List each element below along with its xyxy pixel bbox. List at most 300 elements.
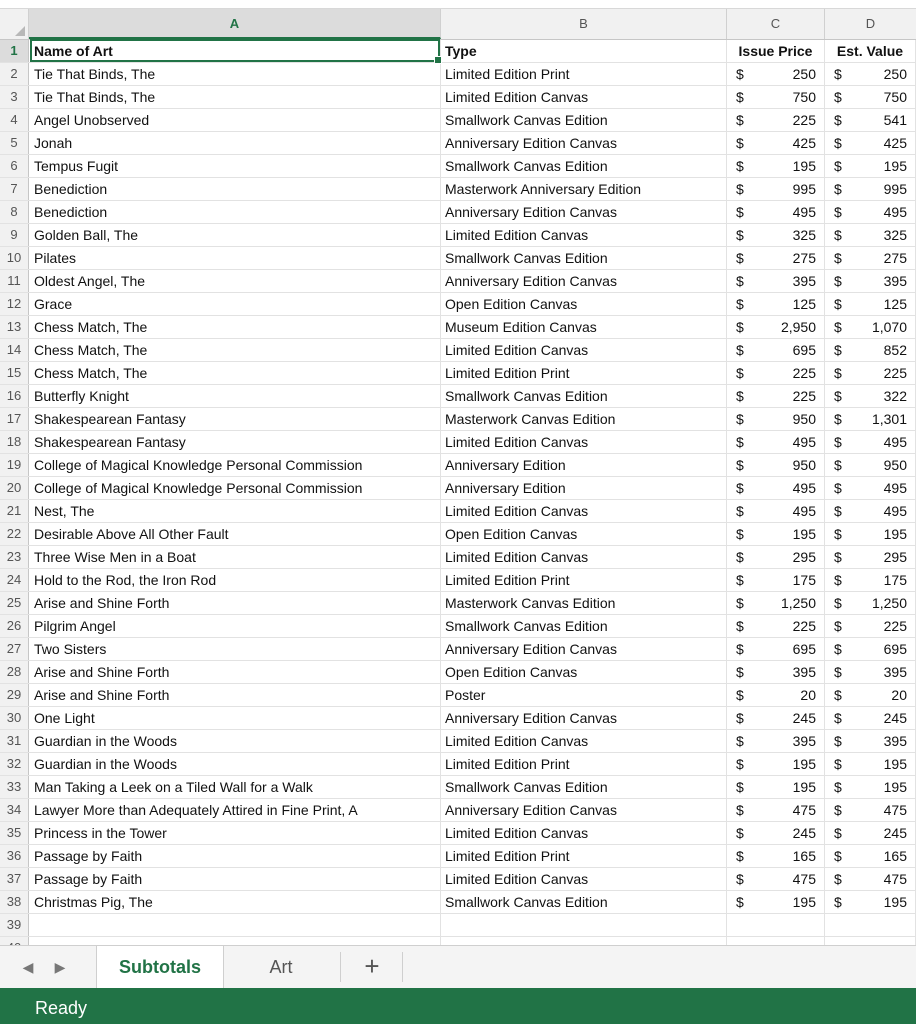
cell-name-of-art[interactable]: Oldest Angel, The bbox=[29, 270, 441, 292]
cell-est-value[interactable] bbox=[825, 592, 916, 614]
cell-name-of-art[interactable]: Chess Match, The bbox=[29, 316, 441, 338]
cell-type[interactable]: Limited Edition Print bbox=[441, 845, 727, 867]
row-number[interactable]: 23 bbox=[0, 546, 29, 568]
cell-type[interactable]: Anniversary Edition Canvas bbox=[441, 799, 727, 821]
cell-type[interactable]: Limited Edition Print bbox=[441, 362, 727, 384]
currency-symbol: $ bbox=[834, 595, 842, 611]
cell-est-value[interactable] bbox=[825, 201, 916, 223]
cell-est-value[interactable] bbox=[825, 362, 916, 384]
cell-empty[interactable] bbox=[825, 914, 916, 936]
currency-symbol: $ bbox=[736, 549, 744, 565]
row-number[interactable]: 4 bbox=[0, 109, 29, 131]
cell-est-value[interactable] bbox=[825, 753, 916, 775]
cell-amount: 195 bbox=[883, 526, 907, 542]
cell-type[interactable]: Smallwork Canvas Edition bbox=[441, 615, 727, 637]
cell-amount: 495 bbox=[792, 503, 816, 519]
cell-issue-price[interactable] bbox=[727, 546, 825, 568]
cell-est-value[interactable] bbox=[825, 661, 916, 683]
row-number[interactable]: 9 bbox=[0, 224, 29, 246]
cell-amount: 275 bbox=[792, 250, 816, 266]
cell-name-of-art[interactable]: Lawyer More than Adequately Attired in Fine Print, A bbox=[29, 799, 441, 821]
cell-type[interactable]: Anniversary Edition Canvas bbox=[441, 132, 727, 154]
cell-type[interactable]: Smallwork Canvas Edition bbox=[441, 891, 727, 913]
cell-issue-price[interactable] bbox=[727, 270, 825, 292]
cell-type[interactable]: Masterwork Anniversary Edition bbox=[441, 178, 727, 200]
cell-name-of-art[interactable]: Man Taking a Leek on a Tiled Wall for a Walk bbox=[29, 776, 441, 798]
cell-est-value[interactable] bbox=[825, 408, 916, 430]
cell-est-value[interactable] bbox=[825, 63, 916, 85]
table-row bbox=[0, 385, 916, 408]
column-header-d[interactable]: D bbox=[865, 16, 876, 31]
cell-name-of-art[interactable]: Pilates bbox=[29, 247, 441, 269]
cell-name-of-art[interactable]: Tie That Binds, The bbox=[29, 86, 441, 108]
cell-type[interactable]: Anniversary Edition Canvas bbox=[441, 638, 727, 660]
row-number[interactable]: 18 bbox=[0, 431, 29, 453]
cell-issue-price[interactable] bbox=[727, 500, 825, 522]
cell-type[interactable]: Poster bbox=[441, 684, 727, 706]
row-number[interactable]: 5 bbox=[0, 132, 29, 154]
table-row bbox=[0, 730, 916, 753]
row-number[interactable]: 38 bbox=[0, 891, 29, 913]
currency-symbol: $ bbox=[834, 250, 842, 266]
cell-name-of-art[interactable]: One Light bbox=[29, 707, 441, 729]
currency-symbol: $ bbox=[834, 66, 842, 82]
row-number[interactable]: 10 bbox=[0, 247, 29, 269]
cell-amount: 950 bbox=[883, 457, 907, 473]
cell-amount: 295 bbox=[883, 549, 907, 565]
cell-est-value[interactable] bbox=[825, 385, 916, 407]
cell-name-of-art[interactable]: Desirable Above All Other Fault bbox=[29, 523, 441, 545]
cell-issue-price-header[interactable]: Issue Price bbox=[727, 40, 825, 62]
table-row bbox=[0, 109, 916, 132]
tab-separator bbox=[402, 952, 403, 982]
cell-name-of-art[interactable]: Pilgrim Angel bbox=[29, 615, 441, 637]
cell-issue-price[interactable] bbox=[727, 661, 825, 683]
cell-est-value[interactable] bbox=[825, 684, 916, 706]
cell-type[interactable]: Masterwork Canvas Edition bbox=[441, 592, 727, 614]
cell-issue-price[interactable] bbox=[727, 523, 825, 545]
row-number[interactable]: 11 bbox=[0, 270, 29, 292]
row-number[interactable]: 28 bbox=[0, 661, 29, 683]
column-header-c[interactable]: C bbox=[727, 9, 825, 39]
row-number[interactable]: 14 bbox=[0, 339, 29, 361]
cell-name-of-art[interactable]: Tempus Fugit bbox=[29, 155, 441, 177]
row-number[interactable]: 22 bbox=[0, 523, 29, 545]
cell-issue-price[interactable] bbox=[727, 730, 825, 752]
row-number[interactable]: 37 bbox=[0, 868, 29, 890]
cell-amount: 225 bbox=[883, 618, 907, 634]
cell-amount: 695 bbox=[792, 342, 816, 358]
cell-type[interactable]: Anniversary Edition bbox=[441, 454, 727, 476]
cell-issue-price[interactable] bbox=[727, 178, 825, 200]
cell-est-value[interactable] bbox=[825, 546, 916, 568]
cell-issue-price[interactable] bbox=[727, 592, 825, 614]
cell-est-value[interactable] bbox=[825, 707, 916, 729]
cell-amount: 750 bbox=[883, 89, 907, 105]
cell-issue-price[interactable] bbox=[727, 822, 825, 844]
cell-empty[interactable] bbox=[727, 914, 825, 936]
cell-issue-price[interactable] bbox=[727, 569, 825, 591]
table-row bbox=[0, 592, 916, 615]
cell-name-of-art[interactable]: Golden Ball, The bbox=[29, 224, 441, 246]
cell-name-of-art[interactable]: Passage by Faith bbox=[29, 845, 441, 867]
currency-symbol: $ bbox=[834, 802, 842, 818]
cell-type[interactable]: Open Edition Canvas bbox=[441, 523, 727, 545]
row-number[interactable]: 32 bbox=[0, 753, 29, 775]
cell-type[interactable]: Smallwork Canvas Edition bbox=[441, 385, 727, 407]
cell-name-of-art[interactable]: Nest, The bbox=[29, 500, 441, 522]
cell-est-value[interactable] bbox=[825, 454, 916, 476]
currency-symbol: $ bbox=[736, 779, 744, 795]
cell-issue-price[interactable] bbox=[727, 615, 825, 637]
row-number[interactable]: 13 bbox=[0, 316, 29, 338]
cell-name-of-art[interactable]: Christmas Pig, The bbox=[29, 891, 441, 913]
cell-issue-price[interactable] bbox=[727, 86, 825, 108]
row-number[interactable]: 7 bbox=[0, 178, 29, 200]
cell-amount: 225 bbox=[883, 365, 907, 381]
table-row bbox=[0, 914, 916, 937]
cell-type[interactable]: Limited Edition Print bbox=[441, 569, 727, 591]
table-row bbox=[0, 845, 916, 868]
cell-est-value[interactable] bbox=[825, 638, 916, 660]
cell-empty[interactable] bbox=[29, 914, 441, 936]
status-bar bbox=[0, 988, 916, 1024]
cell-est-value[interactable] bbox=[825, 339, 916, 361]
row-number[interactable]: 1 bbox=[0, 40, 29, 62]
cell-est-value[interactable] bbox=[825, 845, 916, 867]
currency-symbol: $ bbox=[834, 480, 842, 496]
currency-symbol: $ bbox=[834, 181, 842, 197]
cell-amount: 495 bbox=[883, 503, 907, 519]
cell-issue-price[interactable] bbox=[727, 224, 825, 246]
table-row bbox=[0, 868, 916, 891]
cell-amount: 950 bbox=[792, 411, 816, 427]
cell-amount: 225 bbox=[792, 388, 816, 404]
cell-type[interactable]: Anniversary Edition bbox=[441, 477, 727, 499]
cell-est-value[interactable] bbox=[825, 799, 916, 821]
cell-name-of-art[interactable]: Chess Match, The bbox=[29, 339, 441, 361]
cell-issue-price[interactable] bbox=[727, 339, 825, 361]
cell-est-value[interactable] bbox=[825, 86, 916, 108]
cell-est-value[interactable] bbox=[825, 500, 916, 522]
currency-symbol: $ bbox=[834, 457, 842, 473]
cell-name-of-art[interactable]: Butterfly Knight bbox=[29, 385, 441, 407]
table-row bbox=[0, 247, 916, 270]
cell-amount: 750 bbox=[792, 89, 816, 105]
currency-symbol: $ bbox=[834, 756, 842, 772]
cell-est-value[interactable] bbox=[825, 431, 916, 453]
cell-issue-price[interactable] bbox=[727, 707, 825, 729]
cell-name-of-art[interactable]: Chess Match, The bbox=[29, 362, 441, 384]
cell-issue-price[interactable] bbox=[727, 638, 825, 660]
table-row bbox=[0, 270, 916, 293]
prev-sheet-icon[interactable]: ◀ bbox=[22, 959, 34, 975]
cell-amount: 195 bbox=[883, 779, 907, 795]
cell-est-value[interactable] bbox=[825, 615, 916, 637]
cell-amount: 395 bbox=[792, 273, 816, 289]
cell-amount: 250 bbox=[792, 66, 816, 82]
row-number[interactable]: 31 bbox=[0, 730, 29, 752]
cell-amount: 195 bbox=[792, 894, 816, 910]
cell-est-value[interactable] bbox=[825, 132, 916, 154]
cell-name-of-art[interactable]: Princess in the Tower bbox=[29, 822, 441, 844]
cell-amount: 245 bbox=[883, 710, 907, 726]
row-number[interactable]: 34 bbox=[0, 799, 29, 821]
currency-symbol: $ bbox=[736, 365, 744, 381]
cell-type[interactable]: Smallwork Canvas Edition bbox=[441, 155, 727, 177]
cell-est-value[interactable] bbox=[825, 178, 916, 200]
cell-type[interactable]: Smallwork Canvas Edition bbox=[441, 776, 727, 798]
cell-type[interactable]: Anniversary Edition Canvas bbox=[441, 707, 727, 729]
table-row bbox=[0, 799, 916, 822]
row-number[interactable]: 2 bbox=[0, 63, 29, 85]
cell-est-value[interactable] bbox=[825, 730, 916, 752]
currency-symbol: $ bbox=[736, 181, 744, 197]
cell-issue-price[interactable] bbox=[727, 776, 825, 798]
row-number[interactable]: 16 bbox=[0, 385, 29, 407]
cell-name-of-art[interactable]: Arise and Shine Forth bbox=[29, 661, 441, 683]
cell-issue-price[interactable] bbox=[727, 753, 825, 775]
cell-issue-price[interactable] bbox=[727, 293, 825, 315]
cell-amount: 995 bbox=[792, 181, 816, 197]
cell-est-value[interactable] bbox=[825, 224, 916, 246]
row-number[interactable]: 6 bbox=[0, 155, 29, 177]
cell-est-value[interactable] bbox=[825, 270, 916, 292]
row-number[interactable]: 20 bbox=[0, 477, 29, 499]
column-header-a[interactable]: A bbox=[29, 9, 441, 39]
add-sheet-button[interactable]: + bbox=[364, 951, 380, 981]
cell-name-of-art[interactable]: Angel Unobserved bbox=[29, 109, 441, 131]
table-row bbox=[0, 339, 916, 362]
cell-amount: 195 bbox=[792, 526, 816, 542]
currency-symbol: $ bbox=[834, 894, 842, 910]
cell-issue-price[interactable] bbox=[727, 109, 825, 131]
row-number[interactable]: 19 bbox=[0, 454, 29, 476]
cell-est-value[interactable] bbox=[825, 293, 916, 315]
cell-type[interactable]: Open Edition Canvas bbox=[441, 293, 727, 315]
cell-est-value[interactable] bbox=[825, 247, 916, 269]
currency-symbol: $ bbox=[834, 112, 842, 128]
select-all-corner[interactable] bbox=[0, 9, 29, 39]
cell-est-value[interactable] bbox=[825, 822, 916, 844]
currency-symbol: $ bbox=[736, 687, 744, 703]
cell-name-of-art[interactable]: Passage by Faith bbox=[29, 868, 441, 890]
row-number[interactable]: 17 bbox=[0, 408, 29, 430]
cell-amount: 541 bbox=[883, 112, 907, 128]
currency-symbol: $ bbox=[736, 457, 744, 473]
cell-type[interactable]: Smallwork Canvas Edition bbox=[441, 247, 727, 269]
cell-amount: 195 bbox=[792, 779, 816, 795]
cell-amount: 395 bbox=[883, 664, 907, 680]
cell-est-value[interactable] bbox=[825, 316, 916, 338]
cell-name-of-art[interactable]: Shakespearean Fantasy bbox=[29, 431, 441, 453]
cell-type[interactable]: Limited Edition Canvas bbox=[441, 868, 727, 890]
cell-name-of-art[interactable]: Tie That Binds, The bbox=[29, 63, 441, 85]
cell-issue-price[interactable] bbox=[727, 201, 825, 223]
row-number[interactable]: 21 bbox=[0, 500, 29, 522]
cell-amount: 1,070 bbox=[871, 319, 907, 335]
cell-type[interactable]: Limited Edition Canvas bbox=[441, 546, 727, 568]
cell-type[interactable]: Anniversary Edition Canvas bbox=[441, 201, 727, 223]
table-row bbox=[0, 523, 916, 546]
currency-symbol: $ bbox=[736, 135, 744, 151]
currency-symbol: $ bbox=[834, 411, 842, 427]
table-row bbox=[0, 891, 916, 914]
cell-issue-price[interactable] bbox=[727, 247, 825, 269]
row-number[interactable]: 12 bbox=[0, 293, 29, 315]
cell-est-value[interactable] bbox=[825, 109, 916, 131]
cell-name-of-art[interactable]: Arise and Shine Forth bbox=[29, 592, 441, 614]
table-row bbox=[0, 316, 916, 339]
cell-name-of-art[interactable]: Two Sisters bbox=[29, 638, 441, 660]
cell-name-of-art[interactable]: Hold to the Rod, the Iron Rod bbox=[29, 569, 441, 591]
table-row bbox=[0, 132, 916, 155]
cell-type[interactable]: Smallwork Canvas Edition bbox=[441, 109, 727, 131]
row-number[interactable]: 8 bbox=[0, 201, 29, 223]
cell-name-of-art[interactable]: Jonah bbox=[29, 132, 441, 154]
cell-amount: 475 bbox=[792, 802, 816, 818]
cell-issue-price[interactable] bbox=[727, 684, 825, 706]
cell-type-header[interactable]: Type bbox=[441, 40, 727, 62]
currency-symbol: $ bbox=[834, 227, 842, 243]
cell-est-value[interactable] bbox=[825, 868, 916, 890]
cell-amount: 325 bbox=[883, 227, 907, 243]
cell-amount: 250 bbox=[883, 66, 907, 82]
cell-name-of-art[interactable]: College of Magical Knowledge Personal Commission bbox=[29, 454, 441, 476]
currency-symbol: $ bbox=[834, 158, 842, 174]
currency-symbol: $ bbox=[736, 480, 744, 496]
currency-symbol: $ bbox=[834, 204, 842, 220]
row-number[interactable]: 30 bbox=[0, 707, 29, 729]
cell-amount: 125 bbox=[883, 296, 907, 312]
cell-est-value[interactable] bbox=[825, 891, 916, 913]
cell-est-value[interactable] bbox=[825, 523, 916, 545]
cell-name-of-art[interactable]: College of Magical Knowledge Personal Commission bbox=[29, 477, 441, 499]
cell-issue-price[interactable] bbox=[727, 155, 825, 177]
cell-amount: 20 bbox=[891, 687, 907, 703]
cell-amount: 495 bbox=[883, 434, 907, 450]
cell-name-header[interactable]: Name of Art bbox=[29, 40, 441, 62]
cell-issue-price[interactable] bbox=[727, 799, 825, 821]
next-sheet-icon[interactable]: ▶ bbox=[54, 959, 66, 975]
cell-type[interactable]: Anniversary Edition Canvas bbox=[441, 270, 727, 292]
cell-issue-price[interactable] bbox=[727, 477, 825, 499]
row-number[interactable]: 33 bbox=[0, 776, 29, 798]
row-number[interactable]: 25 bbox=[0, 592, 29, 614]
row-number[interactable]: 15 bbox=[0, 362, 29, 384]
table-row bbox=[0, 661, 916, 684]
cell-est-value[interactable] bbox=[825, 477, 916, 499]
cell-name-of-art[interactable]: Grace bbox=[29, 293, 441, 315]
cell-issue-price[interactable] bbox=[727, 362, 825, 384]
cell-issue-price[interactable] bbox=[727, 891, 825, 913]
cell-issue-price[interactable] bbox=[727, 316, 825, 338]
cell-type[interactable]: Limited Edition Canvas bbox=[441, 822, 727, 844]
cell-amount: 495 bbox=[883, 480, 907, 496]
row-number[interactable]: 39 bbox=[0, 914, 29, 936]
cell-type[interactable]: Limited Edition Canvas bbox=[441, 339, 727, 361]
cell-amount: 395 bbox=[792, 733, 816, 749]
cell-amount: 495 bbox=[792, 480, 816, 496]
table-row bbox=[0, 546, 916, 569]
tab-art[interactable]: Art bbox=[269, 957, 293, 977]
row-number[interactable]: 27 bbox=[0, 638, 29, 660]
cell-type[interactable]: Open Edition Canvas bbox=[441, 661, 727, 683]
currency-symbol: $ bbox=[834, 710, 842, 726]
cell-type[interactable]: Limited Edition Canvas bbox=[441, 224, 727, 246]
cell-issue-price[interactable] bbox=[727, 408, 825, 430]
cell-name-of-art[interactable]: Guardian in the Woods bbox=[29, 730, 441, 752]
cell-type[interactable]: Limited Edition Canvas bbox=[441, 86, 727, 108]
currency-symbol: $ bbox=[834, 825, 842, 841]
cell-issue-price[interactable] bbox=[727, 63, 825, 85]
currency-symbol: $ bbox=[736, 733, 744, 749]
cell-type[interactable]: Museum Edition Canvas bbox=[441, 316, 727, 338]
cell-type[interactable]: Limited Edition Canvas bbox=[441, 500, 727, 522]
currency-symbol: $ bbox=[834, 388, 842, 404]
currency-symbol: $ bbox=[834, 503, 842, 519]
cell-issue-price[interactable] bbox=[727, 385, 825, 407]
tab-subtotals[interactable]: Subtotals bbox=[96, 946, 224, 988]
cell-amount: 322 bbox=[883, 388, 907, 404]
row-number[interactable]: 35 bbox=[0, 822, 29, 844]
cell-name-of-art[interactable]: Arise and Shine Forth bbox=[29, 684, 441, 706]
cell-amount: 325 bbox=[792, 227, 816, 243]
cell-est-value[interactable] bbox=[825, 155, 916, 177]
cell-amount: 495 bbox=[883, 204, 907, 220]
cell-issue-price[interactable] bbox=[727, 868, 825, 890]
currency-symbol: $ bbox=[834, 526, 842, 542]
currency-symbol: $ bbox=[834, 733, 842, 749]
cell-type[interactable]: Limited Edition Print bbox=[441, 753, 727, 775]
column-header-b[interactable]: B bbox=[441, 9, 727, 39]
cell-est-value-header[interactable]: Est. Value bbox=[825, 40, 916, 62]
cell-issue-price[interactable] bbox=[727, 132, 825, 154]
cell-issue-price[interactable] bbox=[727, 845, 825, 867]
cell-est-value[interactable] bbox=[825, 569, 916, 591]
cell-amount: 852 bbox=[883, 342, 907, 358]
cell-name-of-art[interactable]: Shakespearean Fantasy bbox=[29, 408, 441, 430]
row-number[interactable]: 24 bbox=[0, 569, 29, 591]
cell-name-of-art[interactable]: Guardian in the Woods bbox=[29, 753, 441, 775]
cell-name-of-art[interactable]: Benediction bbox=[29, 178, 441, 200]
row-number[interactable]: 29 bbox=[0, 684, 29, 706]
cell-type[interactable]: Limited Edition Canvas bbox=[441, 431, 727, 453]
cell-amount: 395 bbox=[883, 733, 907, 749]
cell-empty[interactable] bbox=[441, 914, 727, 936]
cell-name-of-art[interactable]: Benediction bbox=[29, 201, 441, 223]
currency-symbol: $ bbox=[736, 526, 744, 542]
table-row bbox=[0, 707, 916, 730]
row-number[interactable]: 36 bbox=[0, 845, 29, 867]
currency-symbol: $ bbox=[834, 296, 842, 312]
cell-issue-price[interactable] bbox=[727, 431, 825, 453]
cell-issue-price[interactable] bbox=[727, 454, 825, 476]
tab-separator bbox=[340, 952, 341, 982]
cell-type[interactable]: Limited Edition Print bbox=[441, 63, 727, 85]
cell-amount: 20 bbox=[800, 687, 816, 703]
cell-type[interactable]: Limited Edition Canvas bbox=[441, 730, 727, 752]
cell-name-of-art[interactable]: Three Wise Men in a Boat bbox=[29, 546, 441, 568]
row-number[interactable]: 26 bbox=[0, 615, 29, 637]
currency-symbol: $ bbox=[736, 618, 744, 634]
cell-amount: 245 bbox=[792, 710, 816, 726]
cell-est-value[interactable] bbox=[825, 776, 916, 798]
cell-amount: 995 bbox=[883, 181, 907, 197]
cell-amount: 395 bbox=[792, 664, 816, 680]
cell-type[interactable]: Masterwork Canvas Edition bbox=[441, 408, 727, 430]
row-number[interactable]: 3 bbox=[0, 86, 29, 108]
